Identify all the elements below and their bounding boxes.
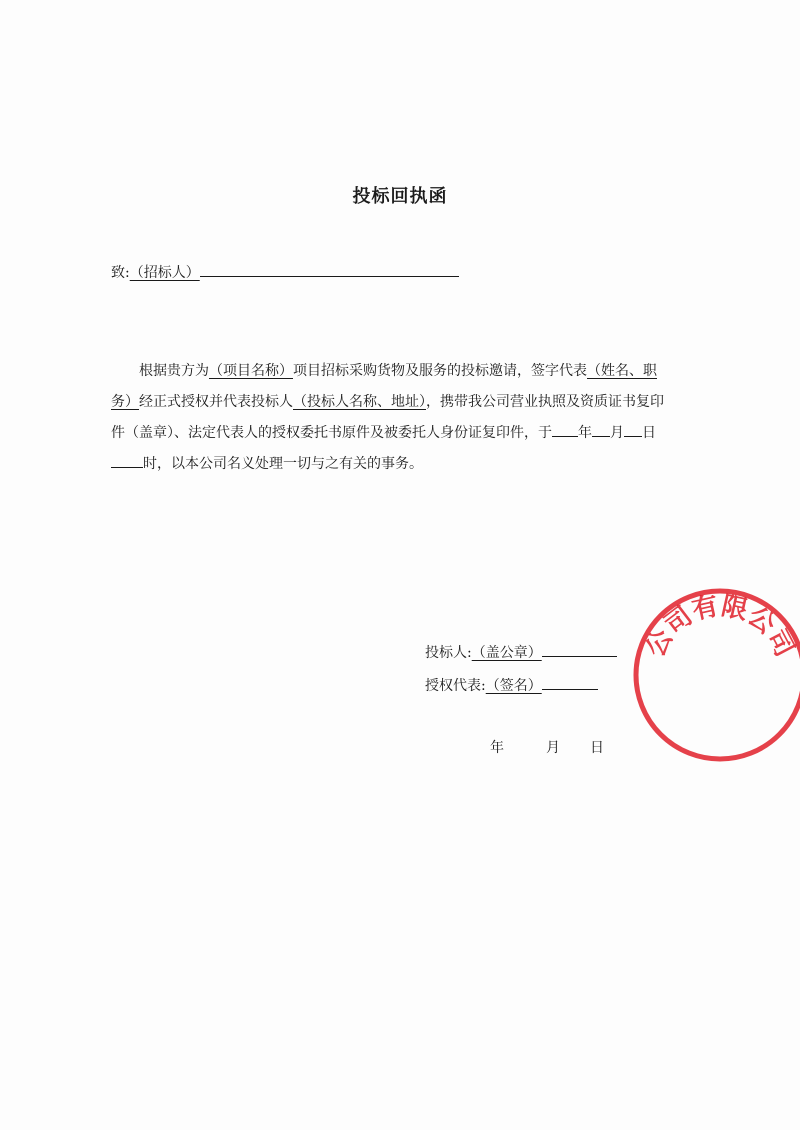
recipient-prefix: 致: — [111, 265, 130, 281]
body-paragraph — [111, 356, 671, 480]
recipient-placeholder: （招标人） — [129, 265, 200, 281]
rep-sign-blank — [542, 675, 598, 690]
body-s4: ，携带我公司营业执照及资质证书复印件（盖章）、法定代表人的授权委托书原件及被委托人身份证复印件，于 — [111, 394, 664, 441]
company-seal-stamp — [620, 575, 800, 775]
body-s2: 项目招标采购货物及服务的投标邀请，签字代表 — [293, 363, 587, 379]
day-label: 日 — [642, 425, 656, 441]
recipient-blank — [200, 262, 459, 277]
month-blank — [592, 422, 610, 437]
bidder-seal-note: （盖公章） — [471, 645, 542, 661]
bidder-seal-blank — [542, 642, 617, 657]
day-blank — [624, 422, 642, 437]
hour-blank — [111, 453, 143, 468]
body-s5: 以本公司名义处理一切与之有关的事务。 — [171, 456, 423, 472]
rep-placeholder: （姓名、职务） — [111, 363, 657, 410]
date-line — [490, 737, 604, 757]
bidder-placeholder: （投标人名称、地址） — [293, 394, 426, 410]
date-day: 日 — [590, 740, 604, 756]
hour-label: 时， — [143, 456, 171, 472]
rep-sign-note: （签名） — [485, 678, 542, 694]
body-s3: 经正式授权并代表投标人 — [139, 394, 293, 410]
date-month: 月 — [546, 740, 560, 756]
body-s1: 根据贵方为 — [139, 363, 209, 379]
rep-signature-line — [425, 675, 598, 695]
document-title: 投标回执函 — [352, 186, 448, 207]
recipient-line — [111, 262, 459, 282]
rep-label: 授权代表: — [425, 678, 486, 694]
year-blank — [552, 422, 578, 437]
date-year: 年 — [490, 740, 504, 756]
month-label: 月 — [610, 425, 624, 441]
seal-text: 公司有限公司 — [640, 591, 800, 662]
project-placeholder: （项目名称） — [209, 363, 293, 379]
year-label: 年 — [578, 425, 592, 441]
bidder-label: 投标人: — [425, 645, 472, 661]
bidder-signature-line — [425, 642, 617, 662]
